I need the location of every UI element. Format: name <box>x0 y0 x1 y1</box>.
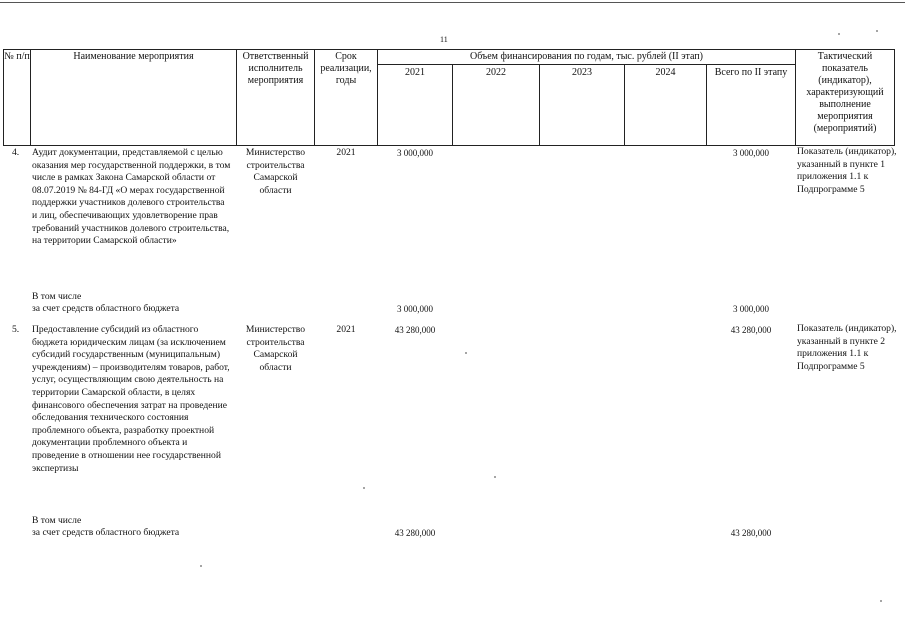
funding-subheader-border <box>377 64 795 65</box>
row-sub-label: за счет средств областного бюджета <box>32 303 180 314</box>
header-funding: Объем финансирования по годам, тыс. рублей (II этап) <box>469 51 703 62</box>
scan-speck <box>880 600 882 602</box>
row-sub-value-2021: 3 000,000 <box>397 304 433 314</box>
header-year-2022: 2022 <box>486 67 506 78</box>
header-total: Всего по II этапу <box>714 67 788 78</box>
row-sub-label: за счет средств областного бюджета <box>32 527 180 538</box>
row-name: Аудит документации, представляемой с целью оказания мер государственной поддержки, в том числе в рамках Закона Самарской области от 08.07.2019 № 84-ГД «О мерах государственной поддержки участников долевого строительства и лиц, обеспечивающих удовлетворение прав требований участников долевого строительства, на территории Самарской области» <box>32 147 231 247</box>
row-total: 3 000,000 <box>733 148 769 158</box>
row-num: 4. <box>12 147 20 158</box>
row-total: 43 280,000 <box>730 325 772 335</box>
scan-speck <box>363 487 365 489</box>
page-number: 11 <box>440 35 448 44</box>
row-name: Предоставление субсидий из областного бюджета юридическим лицам (за исключением субсидий государственным (муниципальным) учреждениям) – производителям товаров, работ, услуг, осуществляющим свою деятельность на территории Самарской области, в целях финансового обеспечения затрат на проведение обследования технического состояния проблемного объекта, разработку проектной документации проблемного объекта и проведение в отношении нее государственной экспертизы <box>32 324 230 474</box>
header-year-2021: 2021 <box>405 67 425 78</box>
row-sub-label: В том числе <box>32 291 82 302</box>
row-num: 5. <box>12 324 20 335</box>
row-sub-total: 43 280,000 <box>730 528 772 538</box>
col-border <box>795 49 796 146</box>
col-border <box>377 49 378 146</box>
row-responsible: Министерство строительства Самарской области <box>245 147 306 196</box>
header-name: Наименование мероприятия <box>73 51 194 62</box>
col-border <box>30 49 31 146</box>
header-year-2024: 2024 <box>655 67 676 78</box>
row-value-2021: 3 000,000 <box>397 148 433 158</box>
header-top-border <box>3 49 894 50</box>
top-rule <box>0 2 905 3</box>
col-border <box>894 49 895 146</box>
row-value-2021: 43 280,000 <box>394 325 436 335</box>
col-border <box>3 49 4 146</box>
row-sub-label: В том числе <box>32 515 82 526</box>
scan-speck <box>200 565 202 567</box>
row-term: 2021 <box>336 147 356 158</box>
scan-speck <box>876 30 878 32</box>
scan-speck <box>838 33 840 35</box>
row-responsible: Министерство строительства Самарской области <box>245 324 306 373</box>
header-num: № п/п <box>4 51 30 62</box>
row-sub-value-2021: 43 280,000 <box>394 528 436 538</box>
header-term: Срок реализации, годы <box>320 51 372 86</box>
scan-speck <box>465 352 467 354</box>
scan-speck <box>494 476 496 478</box>
header-bottom-border <box>3 145 894 146</box>
header-year-2023: 2023 <box>572 67 592 78</box>
row-term: 2021 <box>336 324 356 335</box>
row-sub-total: 3 000,000 <box>733 304 769 314</box>
row-indicator: Показатель (индикатор), указанный в пункте 1 приложения 1.1 к Подпрограмме 5 <box>797 146 897 195</box>
header-responsible: Ответственный исполнитель мероприятия <box>242 51 309 86</box>
row-indicator: Показатель (индикатор), указанный в пункте 2 приложения 1.1 к Подпрограмме 5 <box>797 323 897 372</box>
header-indicator: Тактический показатель (индикатор), характеризующий выполнение мероприятия (мероприятий) <box>806 51 884 134</box>
